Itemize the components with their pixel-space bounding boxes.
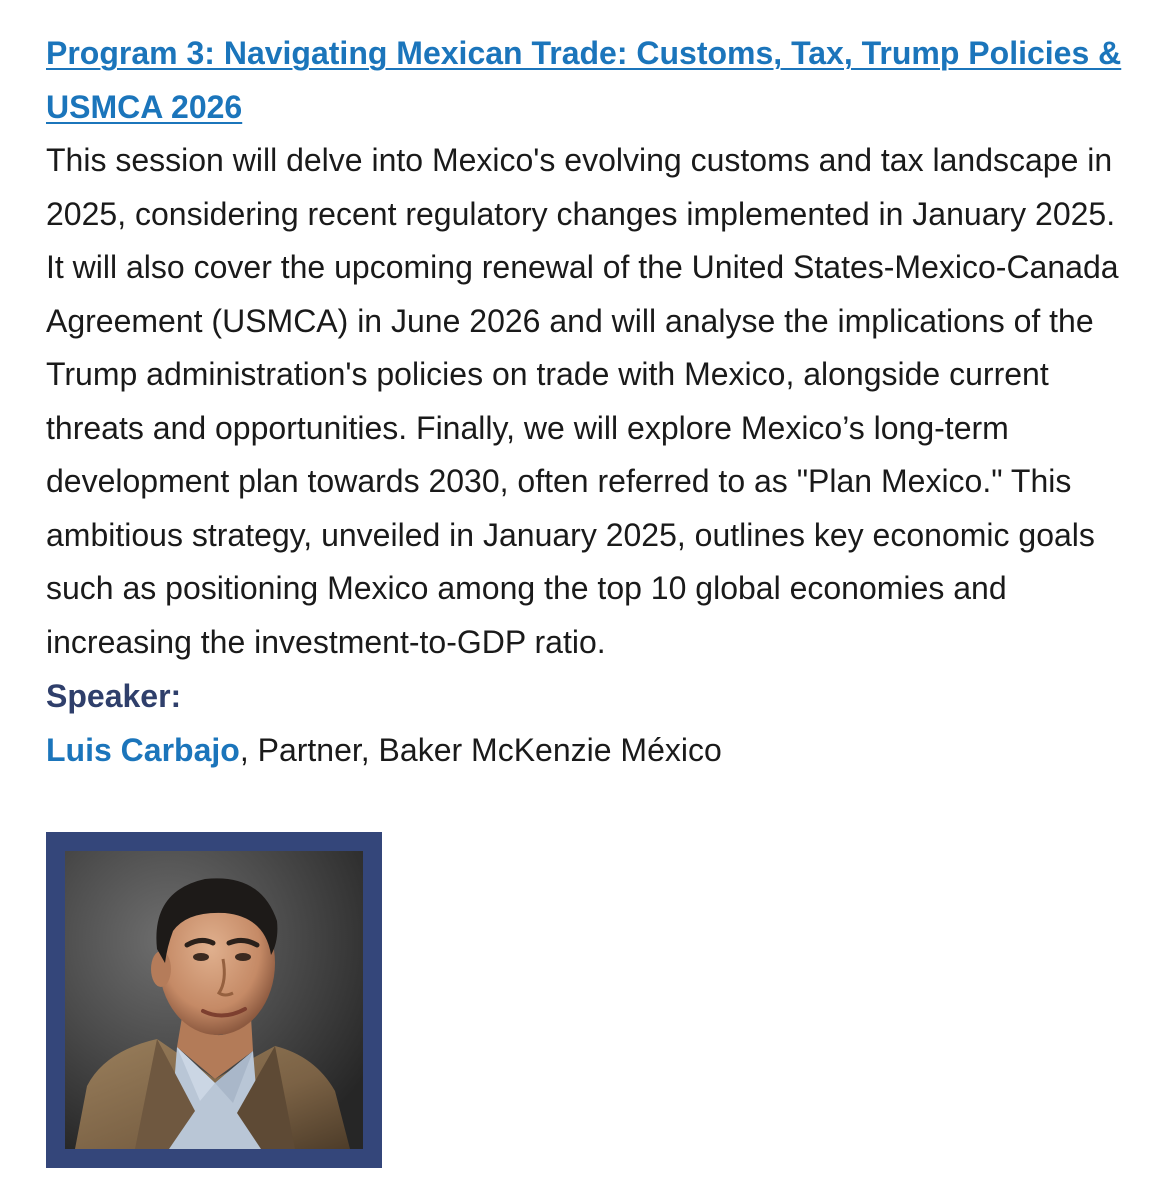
speaker-photo (65, 851, 363, 1149)
speaker-line (46, 723, 1136, 777)
speaker-heading: Speaker: (46, 678, 182, 714)
program-description: This session will delve into Mexico's evolving customs and tax landscape in 2025, considering recent regulatory changes implemented in January 2025. It will also cover the upcoming renewal of the United States-Mexico-Canada Agreement (USMCA) in June 2026 and will analyse the implications of the Trump administration's policies on trade with Mexico, alongside current threats and opportunities. Finally, we will explore Mexico’s long-term development plan towards 2030, often referred to as "Plan Mexico." This ambitious strategy, unveiled in January 2025, outlines key economic goals such as positioning Mexico among the top 10 global economies and increasing the investment-to-GDP ratio. (46, 142, 1119, 660)
speaker-photo-frame (46, 832, 382, 1168)
program-section (46, 26, 1136, 777)
speaker-portrait-illustration (65, 851, 363, 1149)
program-title-link[interactable]: Program 3: Navigating Mexican Trade: Customs, Tax, Trump Policies & USMCA 2026 (46, 35, 1122, 125)
speaker-name-link[interactable]: Luis Carbajo (46, 732, 240, 768)
speaker-affiliation: , Partner, Baker McKenzie México (239, 732, 722, 768)
